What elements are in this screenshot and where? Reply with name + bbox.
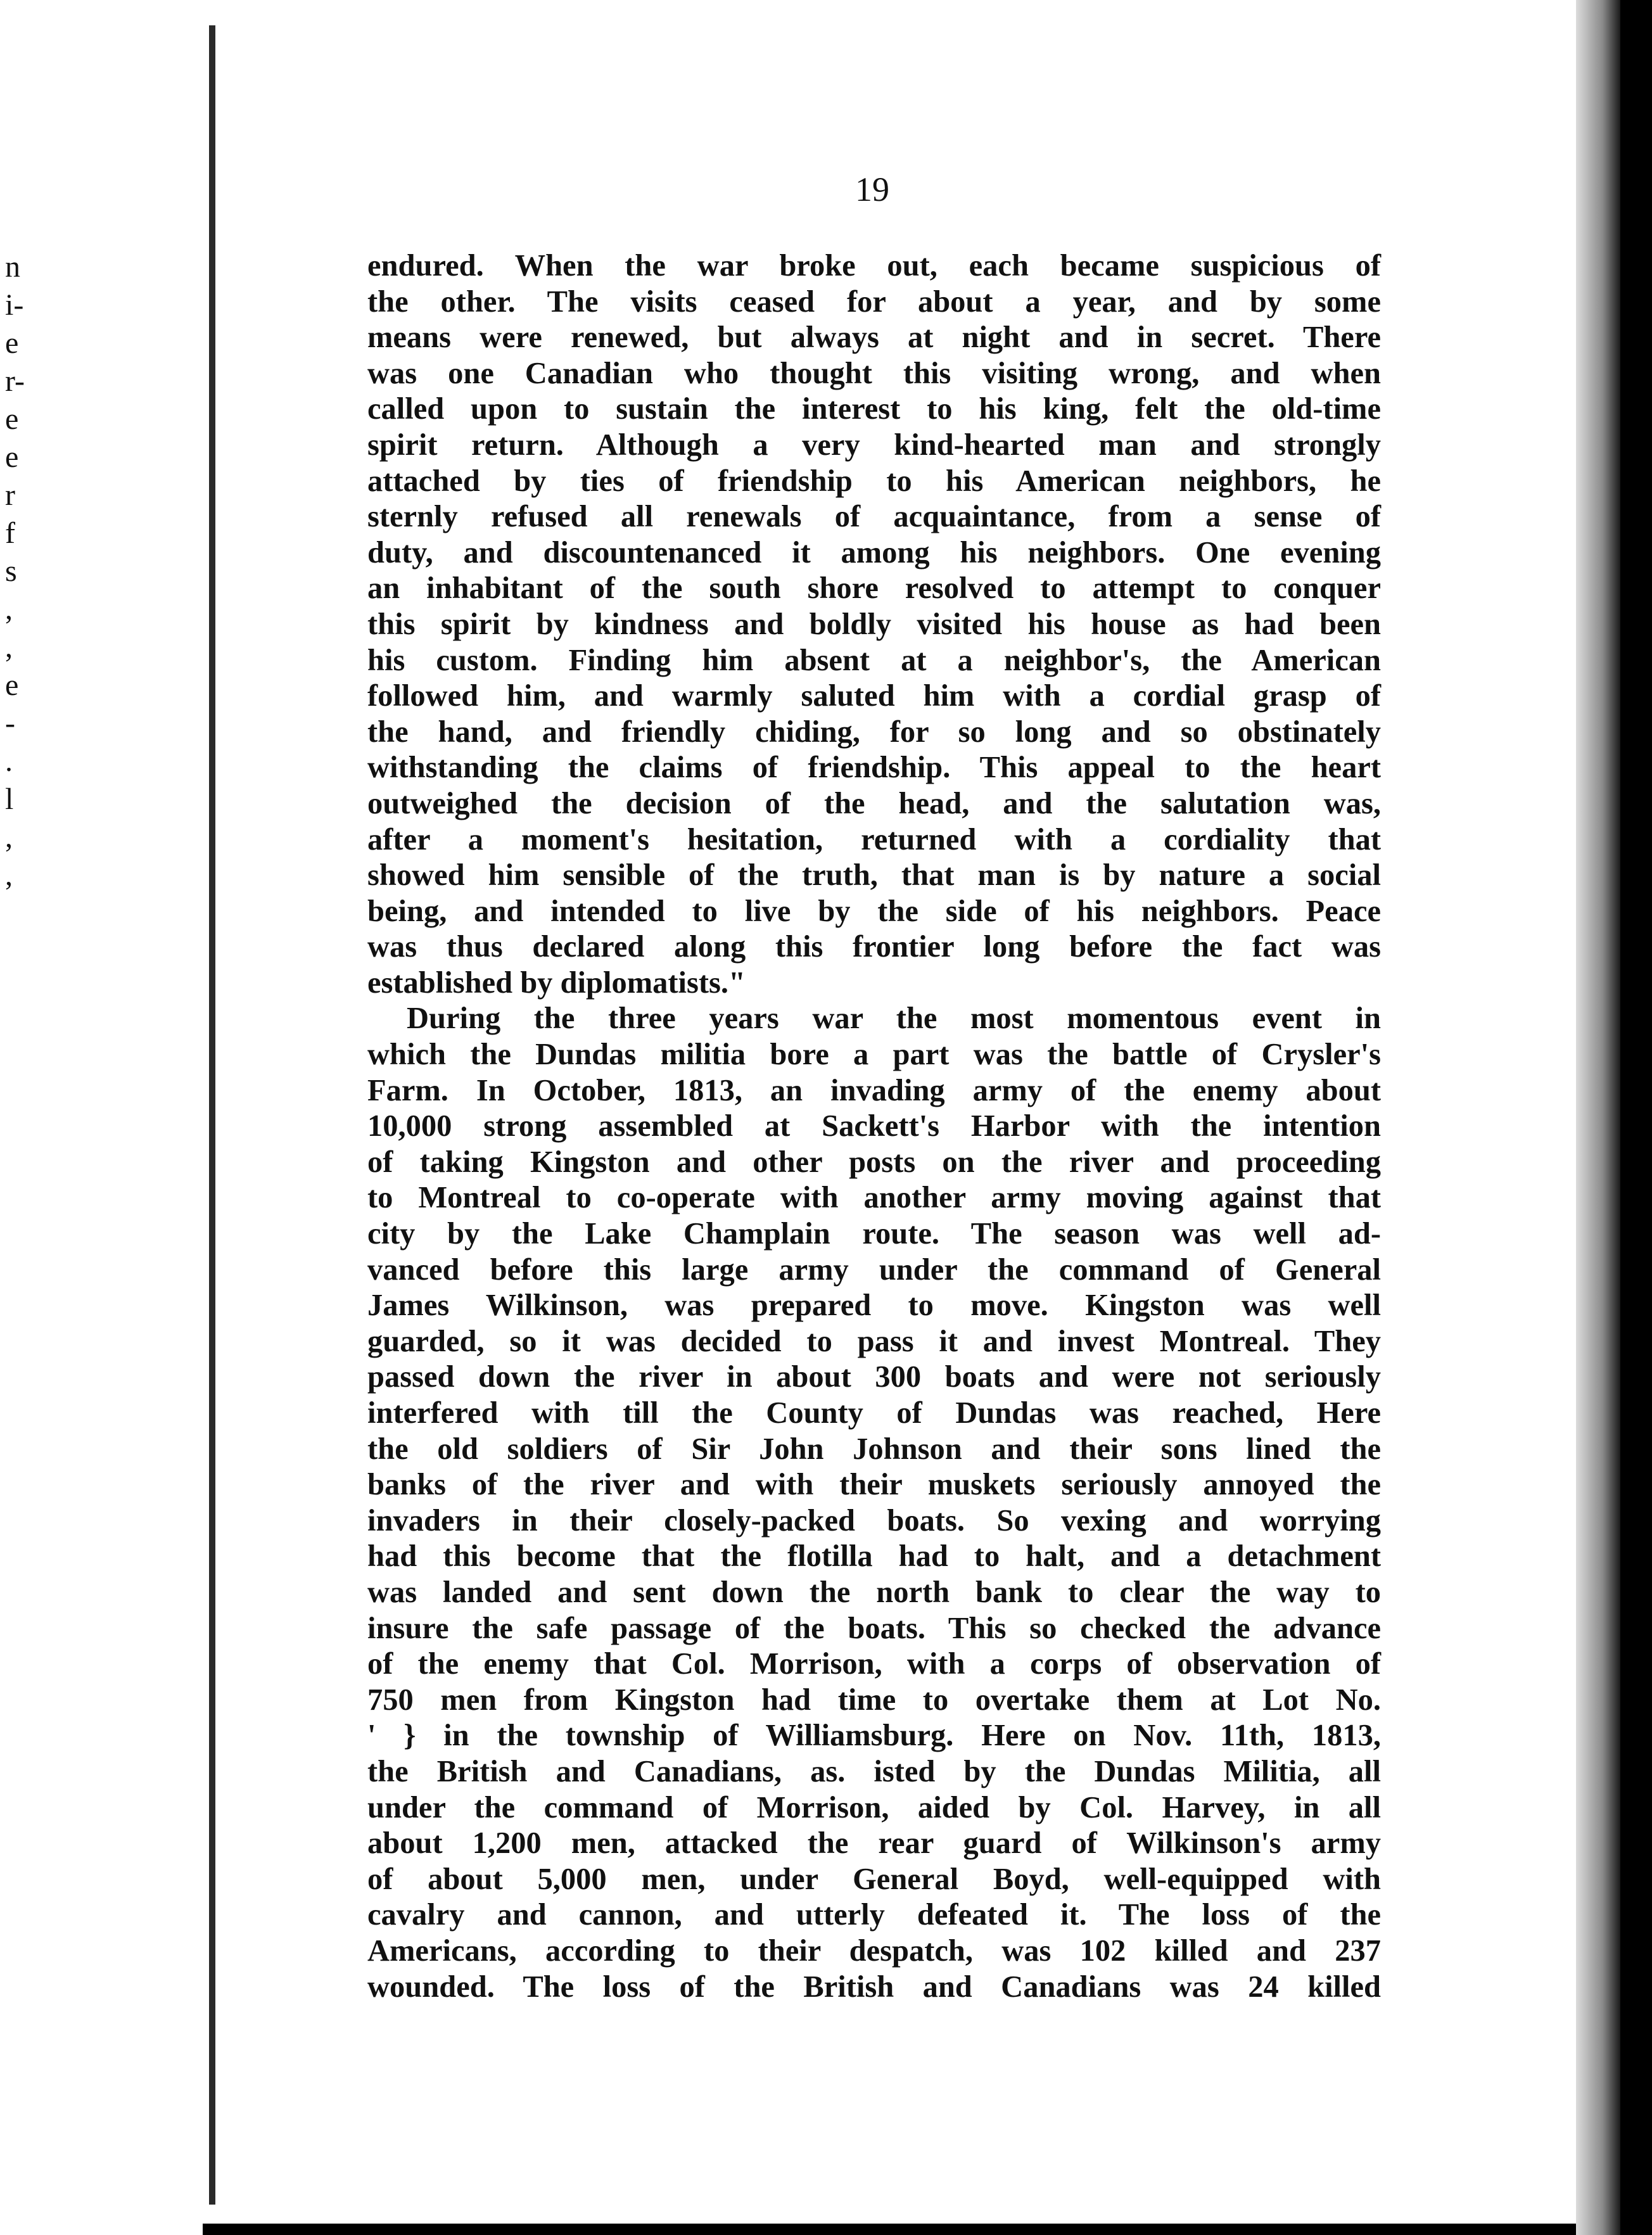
paragraph (367, 248, 1381, 1001)
gutter-line (209, 25, 215, 2205)
page-edge-shadow (1576, 0, 1620, 2235)
text-line: showed him sensible of the truth, that man is by nature a social (367, 858, 1381, 893)
text-line: wounded. The loss of the British and Canadians was 24 killed (367, 1970, 1381, 2004)
text-line: Farm. In October, 1813, an invading army of the enemy about (367, 1073, 1381, 1107)
text-line: had this become that the flotilla had to halt, and a detachment (367, 1539, 1381, 1574)
text-line: about 1,200 men, attacked the rear guard of Wilkinson's army (367, 1826, 1381, 1861)
text-line: banks of the river and with their muskets seriously annoyed the (367, 1468, 1381, 1502)
text-line: of taking Kingston and other posts on the river and proceeding (367, 1145, 1381, 1179)
text-line: ' } in the township of Williamsburg. Here on Nov. 11th, 1813, (367, 1719, 1381, 1753)
facing-page-fragment: s (5, 554, 17, 588)
text-line: an inhabitant of the south shore resolved to attempt to conquer (367, 571, 1381, 606)
facing-page-fragment: - (5, 706, 15, 740)
facing-page-fragment: e (5, 440, 19, 474)
text-line: 10,000 strong assembled at Sackett's Harbor with the intention (367, 1109, 1381, 1143)
paragraph (367, 1001, 1381, 2005)
facing-page-fragment: , (5, 858, 13, 892)
text-line: after a moment's hesitation, returned with a cordiality that (367, 822, 1381, 856)
facing-page-fragments (5, 248, 30, 895)
facing-page-fragment: , (5, 592, 13, 626)
text-line: James Wilkinson, was prepared to move. Kingston was well (367, 1289, 1381, 1323)
text-line: established by diplomatists." (367, 965, 746, 1000)
text-line: endured. When the war broke out, each became suspicious of (367, 249, 1381, 283)
facing-page-fragment: f (5, 516, 15, 550)
text-line: sternly refused all renewals of acquaintance, from a sense of (367, 500, 1381, 534)
text-line: was thus declared along this frontier long before the fact was (367, 930, 1381, 964)
text-line: Americans, according to their despatch, was 102 killed and 237 (367, 1933, 1381, 1968)
facing-page-fragment: r- (5, 364, 25, 398)
text-line: called upon to sustain the interest to his king, felt the old-time (367, 392, 1381, 426)
text-line: During the three years war the most momentous event in (407, 1002, 1381, 1036)
facing-page-fragment: r (5, 478, 15, 512)
text-line: outweighed the decision of the head, and the salutation was, (367, 786, 1381, 820)
text-line: cavalry and cannon, and utterly defeated it. The loss of the (367, 1898, 1381, 1932)
text-line: was landed and sent down the north bank to clear the way to (367, 1575, 1381, 1609)
text-line: invaders in their closely-packed boats. So vexing and worrying (367, 1503, 1381, 1538)
facing-page-fragment: n (5, 250, 20, 284)
page-number: 19 (855, 170, 889, 208)
text-line: duty, and discountenanced it among his neighbors. One evening (367, 535, 1381, 570)
facing-page-fragment: l (5, 782, 14, 816)
facing-page-fragment: , (5, 820, 13, 854)
facing-page-fragment: . (5, 744, 13, 778)
facing-page-fragment: , (5, 630, 13, 664)
text-line: being, and intended to live by the side of his neighbors. Peace (367, 894, 1381, 928)
text-line: was one Canadian who thought this visiting wrong, and when (367, 356, 1381, 390)
text-line: the British and Canadians, as. isted by the Dundas Militia, all (367, 1754, 1381, 1788)
text-line: the old soldiers of Sir John Johnson and their sons lined the (367, 1432, 1381, 1466)
text-line: this spirit by kindness and boldly visited his house as had been (367, 607, 1381, 641)
text-line: which the Dundas militia bore a part was the battle of Crysler's (367, 1038, 1381, 1072)
facing-page-strip (0, 0, 203, 2235)
text-line: of about 5,000 men, under General Boyd, well-equipped with (367, 1862, 1381, 1896)
text-line: his custom. Finding him absent at a neighbor's, the American (367, 643, 1381, 677)
text-line: insure the safe passage of the boats. This so checked the advance (367, 1611, 1381, 1645)
text-line: attached by ties of friendship to his American neighbors, he (367, 464, 1381, 498)
text-line: 750 men from Kingston had time to overtake them at Lot No. (367, 1683, 1381, 1717)
text-line: the hand, and friendly chiding, for so long and so obstinately (367, 715, 1381, 749)
text-line: vanced before this large army under the command of General (367, 1252, 1381, 1287)
text-line: under the command of Morrison, aided by Col. Harvey, in all (367, 1790, 1381, 1824)
text-line: the other. The visits ceased for about a year, and by some (367, 284, 1381, 319)
text-line: means were renewed, but always at night and in secret. There (367, 321, 1381, 355)
text-line: followed him, and warmly saluted him with a cordial grasp of (367, 679, 1381, 713)
text-line: of the enemy that Col. Morrison, with a corps of observation of (367, 1647, 1381, 1681)
text-line: interfered with till the County of Dundas was reached, Here (367, 1396, 1381, 1430)
text-line: guarded, so it was decided to pass it and invest Montreal. They (367, 1324, 1381, 1358)
facing-page-fragment: e (5, 668, 19, 702)
text-line: spirit return. Although a very kind-hearted man and strongly (367, 428, 1381, 462)
text-line: city by the Lake Champlain route. The season was well ad- (367, 1217, 1381, 1251)
facing-page-fragment: i- (5, 288, 24, 322)
text-line: passed down the river in about 300 boats and were not seriously (367, 1360, 1381, 1394)
facing-page-fragment: e (5, 326, 19, 360)
text-line: withstanding the claims of friendship. This appeal to the heart (367, 751, 1381, 785)
text-line: to Montreal to co-operate with another army moving against that (367, 1181, 1381, 1215)
body-text (367, 248, 1381, 2005)
facing-page-fragment: e (5, 402, 19, 436)
